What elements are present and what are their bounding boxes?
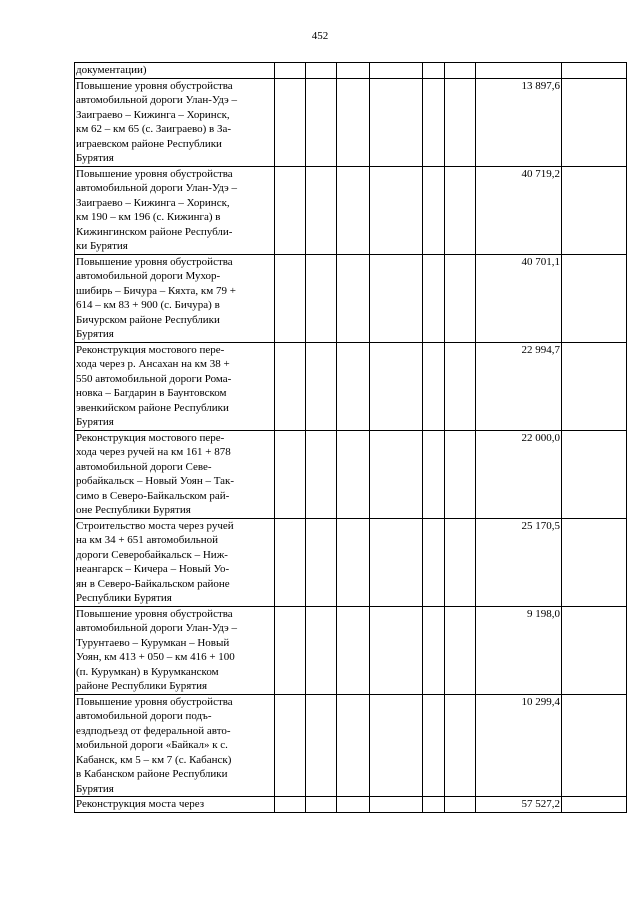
empty-cell [306, 694, 337, 797]
empty-cell [370, 166, 423, 254]
object-name-line: шибирь – Бичура – Кяхта, км 79 + [76, 284, 236, 297]
table-row [75, 78, 627, 166]
object-name-line: Реконструкция мостового пере- [76, 431, 225, 444]
object-name-line: на км 34 + 651 автомобильной [76, 534, 219, 546]
object-name-line: Заиграево – Кижинга – Хоринск, [76, 196, 230, 209]
empty-cell [562, 518, 627, 606]
object-name-line: автомобильной дороги Улан-Удэ – [76, 94, 238, 106]
empty-cell [337, 78, 370, 166]
object-name-line: Бичурском районе Республики [76, 313, 220, 326]
empty-cell [562, 166, 627, 254]
empty-cell [562, 430, 627, 518]
empty-cell [370, 518, 423, 606]
object-name-line: робайкальск – Новый Уоян – Так- [76, 475, 235, 487]
object-name-line: Повышение уровня обустройства [76, 695, 233, 708]
empty-cell [370, 797, 423, 813]
empty-cell [423, 342, 445, 430]
empty-cell [562, 342, 627, 430]
empty-cell [275, 797, 306, 813]
empty-cell [337, 254, 370, 342]
object-name-line: автомобильной дороги Улан-Удэ – [76, 622, 238, 634]
object-name-cell [75, 63, 275, 79]
object-name-cell [75, 797, 275, 813]
object-name-line: 550 автомобильной дороги Рома- [76, 372, 232, 385]
table-row [75, 694, 627, 797]
object-name-cell [75, 342, 275, 430]
table-row [75, 63, 627, 79]
object-name-line: Республики Бурятия [76, 592, 172, 604]
empty-cell [306, 342, 337, 430]
object-name-line: Бурятия [76, 782, 114, 795]
object-name-line: автомобильной дороги подъ- [76, 710, 212, 722]
amount-cell: 10 299,4 [476, 694, 562, 797]
object-name-line: автомобильной дороги Улан-Удэ – [76, 182, 238, 194]
object-name-line: Кижингинском районе Республи- [76, 225, 233, 238]
empty-cell [275, 694, 306, 797]
amount-cell: 40 719,2 [476, 166, 562, 254]
object-name-line: км 190 – км 196 (с. Кижинга) в [76, 211, 221, 223]
object-name-cell [75, 694, 275, 797]
object-name-line: автомобильной дороги Севе- [76, 460, 212, 473]
table-row [75, 430, 627, 518]
table-row [75, 254, 627, 342]
empty-cell [337, 430, 370, 518]
object-name-line: оне Республики Бурятия [76, 504, 191, 516]
table-row [75, 342, 627, 430]
amount-cell: 25 170,5 [476, 518, 562, 606]
empty-cell [306, 254, 337, 342]
empty-cell [275, 254, 306, 342]
empty-cell [370, 342, 423, 430]
empty-cell [562, 254, 627, 342]
object-name-line: автомобильной дороги Мухор- [76, 270, 221, 282]
object-name-cell [75, 78, 275, 166]
object-name-cell [75, 166, 275, 254]
empty-cell [562, 78, 627, 166]
empty-cell [306, 78, 337, 166]
empty-cell [445, 342, 476, 430]
empty-cell [423, 166, 445, 254]
empty-cell [275, 518, 306, 606]
empty-cell [337, 342, 370, 430]
empty-cell [337, 694, 370, 797]
object-name-line: играевском районе Республики [76, 137, 222, 150]
empty-cell [423, 78, 445, 166]
empty-cell [423, 694, 445, 797]
object-name-line: хода через ручей на км 161 + 878 [76, 446, 231, 458]
empty-cell [445, 797, 476, 813]
empty-cell [370, 78, 423, 166]
empty-cell [370, 254, 423, 342]
empty-cell [275, 166, 306, 254]
budget-table-body [75, 63, 627, 813]
object-name-line: хода через р. Ансахан на км 38 + [76, 358, 230, 370]
table-row [75, 166, 627, 254]
amount-cell: 13 897,6 [476, 78, 562, 166]
empty-cell [445, 694, 476, 797]
empty-cell [423, 63, 445, 79]
empty-cell [275, 78, 306, 166]
empty-cell [275, 430, 306, 518]
object-name-line: (п. Курумкан) в Курумканском [76, 665, 219, 678]
table-row [75, 797, 627, 813]
object-name-line: Бурятия [76, 328, 114, 340]
object-name-line: мобильной дороги «Байкал» к с. [76, 739, 228, 751]
empty-cell [306, 430, 337, 518]
empty-cell [445, 166, 476, 254]
object-name-line: Повышение уровня обустройства [76, 79, 233, 92]
object-name-line: км 62 – км 65 (с. Заиграево) в За- [76, 123, 231, 135]
empty-cell [275, 63, 306, 79]
object-name-line: эвенкийском районе Республики [76, 401, 229, 414]
empty-cell [370, 694, 423, 797]
object-name-line: дороги Северобайкальск – Ниж- [76, 548, 228, 561]
table-row [75, 606, 627, 694]
object-name-line: документации) [76, 64, 147, 76]
object-name-line: Строительство моста через ручей [76, 519, 234, 532]
object-name-cell [75, 254, 275, 342]
amount-cell: 57 527,2 [476, 797, 562, 813]
object-name-line: неангарск – Кичера – Новый Уо- [76, 563, 230, 575]
object-name-line: Турунтаево – Курумкан – Новый [76, 636, 230, 649]
empty-cell [423, 254, 445, 342]
empty-cell [562, 63, 627, 79]
empty-cell [337, 518, 370, 606]
object-name-line: в Кабанском районе Республики [76, 768, 228, 780]
object-name-line: Заиграево – Кижинга – Хоринск, [76, 108, 230, 121]
empty-cell [423, 797, 445, 813]
object-name-line: Реконструкция моста через [76, 798, 205, 810]
object-name-line: Бурятия [76, 152, 114, 164]
object-name-line: симо в Северо-Байкальском рай- [76, 489, 230, 502]
empty-cell [337, 63, 370, 79]
empty-cell [370, 430, 423, 518]
empty-cell [423, 606, 445, 694]
empty-cell [306, 518, 337, 606]
empty-cell [562, 606, 627, 694]
amount-cell: 40 701,1 [476, 254, 562, 342]
empty-cell [306, 166, 337, 254]
amount-cell [476, 63, 562, 79]
amount-cell: 9 198,0 [476, 606, 562, 694]
empty-cell [423, 518, 445, 606]
empty-cell [337, 797, 370, 813]
empty-cell [337, 606, 370, 694]
object-name-line: Кабанск, км 5 – км 7 (с. Кабанск) [76, 753, 232, 766]
empty-cell [445, 254, 476, 342]
empty-cell [275, 342, 306, 430]
empty-cell [445, 606, 476, 694]
object-name-cell [75, 518, 275, 606]
empty-cell [306, 63, 337, 79]
object-name-line: ки Бурятия [76, 240, 128, 252]
object-name-line: 614 – км 83 + 900 (с. Бичура) в [76, 299, 220, 311]
object-name-line: Реконструкция мостового пере- [76, 343, 225, 356]
table-row [75, 518, 627, 606]
empty-cell [562, 797, 627, 813]
empty-cell [423, 430, 445, 518]
object-name-line: районе Республики Бурятия [76, 680, 208, 692]
object-name-line: Повышение уровня обустройства [76, 607, 233, 620]
page-number: 452 [311, 30, 329, 42]
empty-cell [306, 797, 337, 813]
empty-cell [445, 518, 476, 606]
object-name-line: новка – Багдарин в Баунтовском [76, 387, 227, 399]
empty-cell [306, 606, 337, 694]
empty-cell [445, 63, 476, 79]
object-name-line: ян в Северо-Байкальском районе [76, 577, 230, 590]
object-name-line: Повышение уровня обустройства [76, 167, 233, 180]
object-name-line: Уоян, км 413 + 050 – км 416 + 100 [76, 651, 235, 663]
object-name-line: ездподъезд от федеральной авто- [76, 724, 231, 737]
empty-cell [445, 78, 476, 166]
empty-cell [370, 63, 423, 79]
empty-cell [445, 430, 476, 518]
amount-cell: 22 994,7 [476, 342, 562, 430]
budget-table [74, 62, 627, 813]
empty-cell [562, 694, 627, 797]
empty-cell [337, 166, 370, 254]
object-name-line: Повышение уровня обустройства [76, 255, 233, 268]
object-name-cell [75, 606, 275, 694]
object-name-line: Бурятия [76, 416, 114, 428]
empty-cell [370, 606, 423, 694]
object-name-cell [75, 430, 275, 518]
empty-cell [275, 606, 306, 694]
amount-cell: 22 000,0 [476, 430, 562, 518]
